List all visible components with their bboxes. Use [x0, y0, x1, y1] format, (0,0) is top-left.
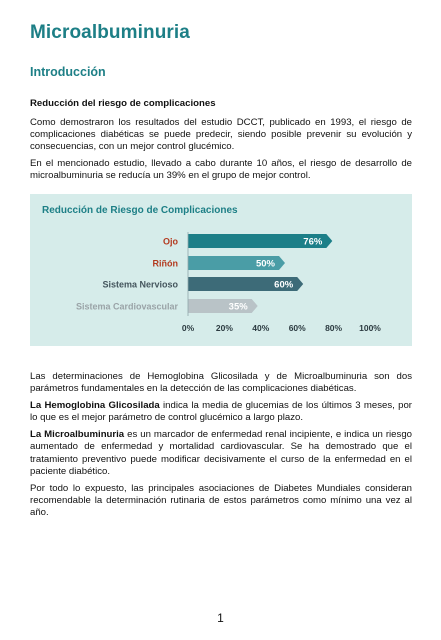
value-label-ojo: 76%: [303, 236, 323, 248]
hba1c-text: indica la media de glucemias de los últimos 3 meses, por lo que es el mejor parámetro de control glucémico a largo plazo.: [30, 400, 412, 424]
x-tick-label: 80%: [325, 323, 343, 333]
category-label-rinon: Riñón: [152, 258, 178, 269]
category-label-ojo: Ojo: [163, 236, 178, 247]
body-text: [30, 371, 412, 524]
intro-paragraph: En el mencionado estudio, llevado a cabo durante 10 años, el riesgo de desarrollo de microalbuminuria se reducía un 39% en el grupo de mejor control.: [30, 158, 412, 182]
body-paragraph: Las determinaciones de Hemoglobina Glicosilada y de Microalbuminuria son dos parámetros fundamentales en la detección de las complicaciones diabéticas.: [30, 371, 412, 395]
page-title: Microalbuminuria: [30, 22, 190, 43]
x-tick-label: 60%: [288, 323, 306, 333]
hba1c-term: La Hemoglobina Glicosilada: [30, 400, 160, 412]
category-label-sistema-cardiovascular: Sistema Cardiovascular: [75, 301, 178, 312]
x-tick-label: 0%: [181, 323, 195, 333]
page-number: 1: [217, 611, 224, 625]
intro-text: [30, 98, 412, 188]
section-title: Introducción: [30, 65, 106, 79]
x-tick-label: 100%: [359, 323, 381, 333]
x-tick-label: 40%: [252, 323, 270, 333]
microalbuminuria-term: La Microalbuminuria: [30, 429, 125, 441]
risk-reduction-chart: [30, 194, 412, 346]
value-label-sistema-nervioso: 60%: [274, 279, 294, 291]
body-paragraph-microalbuminuria: [30, 429, 412, 477]
x-tick-label: 20%: [215, 323, 233, 333]
value-label-sistema-cardiovascular: 35%: [228, 301, 248, 313]
body-paragraph-final: Por todo lo expuesto, las principales asociaciones de Diabetes Mundiales consideran recomendable la determinación rutinaria de estos parámetros como mínimo una vez al año.: [30, 482, 412, 518]
category-label-sistema-nervioso: Sistema Nervioso: [102, 279, 178, 290]
value-label-rinon: 50%: [255, 258, 275, 270]
intro-paragraph: Como demostraron los resultados del estudio DCCT, publicado en 1993, el riesgo de complicaciones diabéticas se puede predecir, siendo posible prevenir su evolución y consecuencias, con un mejor control glucémico.: [30, 117, 412, 153]
subheading: Reducción del riesgo de complicaciones: [30, 98, 216, 109]
chart-title: Reducción de Riesgo de Complicaciones: [42, 205, 238, 216]
chart-svg: [30, 194, 412, 346]
body-paragraph-hba1c: [30, 400, 412, 424]
microalbuminuria-text: es un marcador de enfermedad renal incipiente, e indica un riesgo aumentado de enfermedad y mortalidad cardiovascular. Se ha demostrado que el tratamiento preventivo puede modificar decisivamente el curso de la enfermedad en el paciente diabético.: [30, 429, 412, 477]
